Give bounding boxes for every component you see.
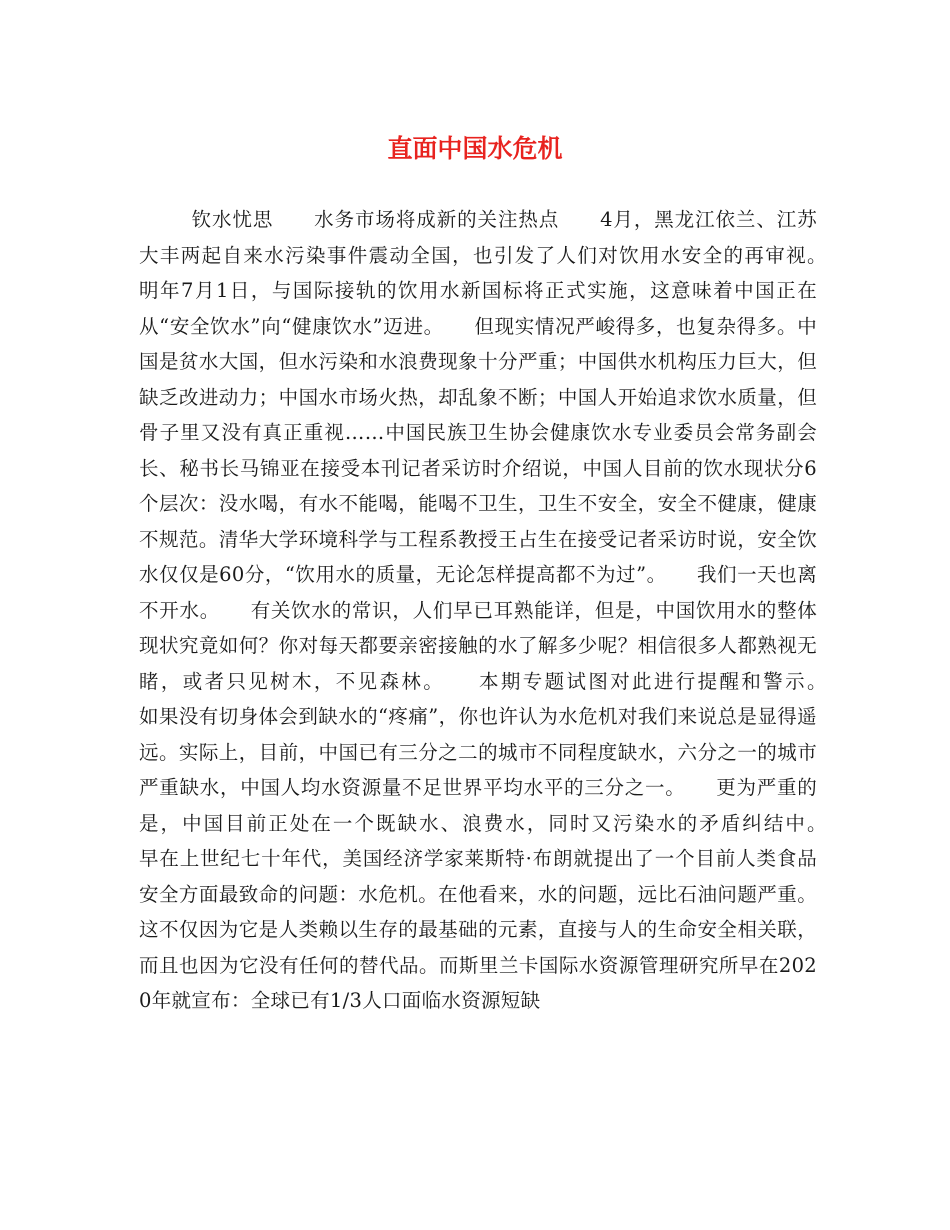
- document-body-paragraph: 钦水忧思 水务市场将成新的关注热点 4月，黑龙江依兰、江苏大丰两起自来水污染事件震动全国，也引发了人们对饮用水安全的再审视。 明年7月1日，与国际接轨的饮用水新国标将正式实施，这意味着中国正在从“安全饮水”向“健康饮水”迈进。 但现实情况严峻得多，也复杂得多。中国是贫水大国，但水污染和水浪费现象十分严重；中国供水机构压力巨大，但缺乏改进动力；中国水市场火热，却乱象不断；中国人开始追求饮水质量，但骨子里又没有真正重视……中国民族卫生协会健康饮水专业委员会常务副会长、秘书长马锦亚在接受本刊记者采访时介绍说，中国人目前的饮水现状分6个层次：没水喝，有水不能喝，能喝不卫生，卫生不安全，安全不健康，健康不规范。清华大学环境科学与工程系教授王占生在接受记者采访时说，安全饮水仅仅是60分，“饮用水的质量，无论怎样提高都不为过”。 我们一天也离不开水。 有关饮水的常识，人们早已耳熟能详，但是，中国饮用水的整体现状究竟如何？你对每天都要亲密接触的水了解多少呢？相信很多人都熟视无睹，或者只见树木，不见森林。 本期专题试图对此进行提醒和警示。 如果没有切身体会到缺水的“疼痛”，你也许认为水危机对我们来说总是显得遥远。实际上，目前，中国已有三分之二的城市不同程度缺水，六分之一的城市严重缺水，中国人均水资源量不足世界平均水平的三分之一。 更为严重的是，中国目前正处在一个既缺水、浪费水，同时又污染水的矛盾纠结中。 早在上世纪七十年代，美国经济学家莱斯特·布朗就提出了一个目前人类食品安全方面最致命的问题：水危机。在他看来，水的问题，远比石油问题严重。这不仅因为它是人类赖以生存的最基础的元素，直接与人的生命安全相关联，而且也因为它没有任何的替代品。而斯里兰卡国际水资源管理研究所早在2020年就宣布：全球已有1/3人口面临水资源短缺: [139, 208, 897, 1012]
- document-title: 直面中国水危机: [387, 134, 563, 163]
